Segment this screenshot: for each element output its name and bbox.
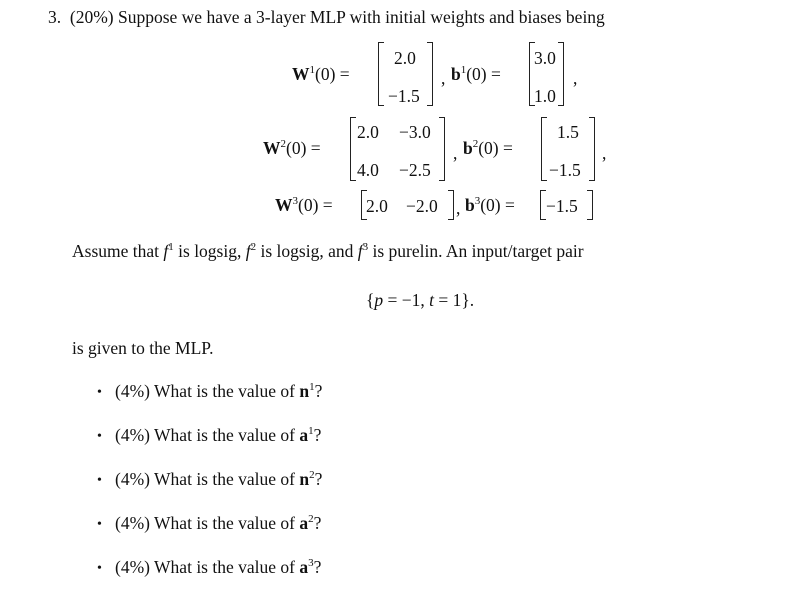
b3-right-bracket [587,190,593,220]
question-text: (4%) What is the value of $n^1$? [115,381,323,401]
b3-entry: −1.5 [546,196,578,216]
w3-entry: 2.0 [366,196,388,216]
question-text: (4%) What is the value of $a^1$? [115,425,322,445]
assumption-text: Assume that $f^1$ is logsig, $f^2$ is logsig, and $f^3$ is purelin. An input/target pair [72,241,584,261]
w3-entry: −2.0 [406,196,438,216]
w1-entry: 2.0 [394,48,416,68]
b2-entry: 1.5 [557,122,579,142]
w2-label: $W^2(0)$ = [263,138,321,158]
problem-number: 3. [48,7,62,27]
b2-right-bracket [589,117,595,181]
bullet-icon: • [97,385,102,400]
end-comma: , [602,143,607,163]
bullet-icon: • [97,429,102,444]
w3-right-bracket [448,190,454,220]
w2-right-bracket [439,117,445,181]
w2-left-bracket [350,117,356,181]
question-text: (4%) What is the value of $a^2$? [115,513,322,533]
w3-label: $W^3(0)$ = [275,195,333,215]
b3-label: $b^3(0)$ = [465,195,515,215]
bullet-icon: • [97,561,102,576]
w2-entry: −2.5 [399,160,431,180]
b2-left-bracket [541,117,547,181]
b1-entry: 3.0 [534,48,556,68]
question-text: (4%) What is the value of $a^3$? [115,557,322,577]
w1-right-bracket [427,42,433,106]
w2-entry: −3.0 [399,122,431,142]
bullet-icon: • [97,517,102,532]
b2-label: $b^2(0)$ = [463,138,513,158]
end-comma: , [573,68,578,88]
b1-label: $b^1(0)$ = [451,64,501,84]
question-text: (4%) What is the value of $n^2$? [115,469,323,489]
separator: , [441,68,446,88]
w1-left-bracket [378,42,384,106]
input-target-pair: {p = −1, t = 1}. [366,290,475,310]
w1-label: $W^1(0)$ = [292,64,350,84]
w2-entry: 4.0 [357,160,379,180]
w1-entry: −1.5 [388,86,420,106]
problem-intro: (20%) Suppose we have a 3-layer MLP with initial weights and biases being [69,7,605,27]
w2-entry: 2.0 [357,122,379,142]
separator: , [456,198,461,218]
b1-entry: 1.0 [534,86,556,106]
given-text: is given to the MLP. [72,338,214,358]
problem-header [48,9,605,27]
bullet-icon: • [97,473,102,488]
b2-entry: −1.5 [549,160,581,180]
b1-right-bracket [558,42,564,106]
separator: , [453,143,458,163]
